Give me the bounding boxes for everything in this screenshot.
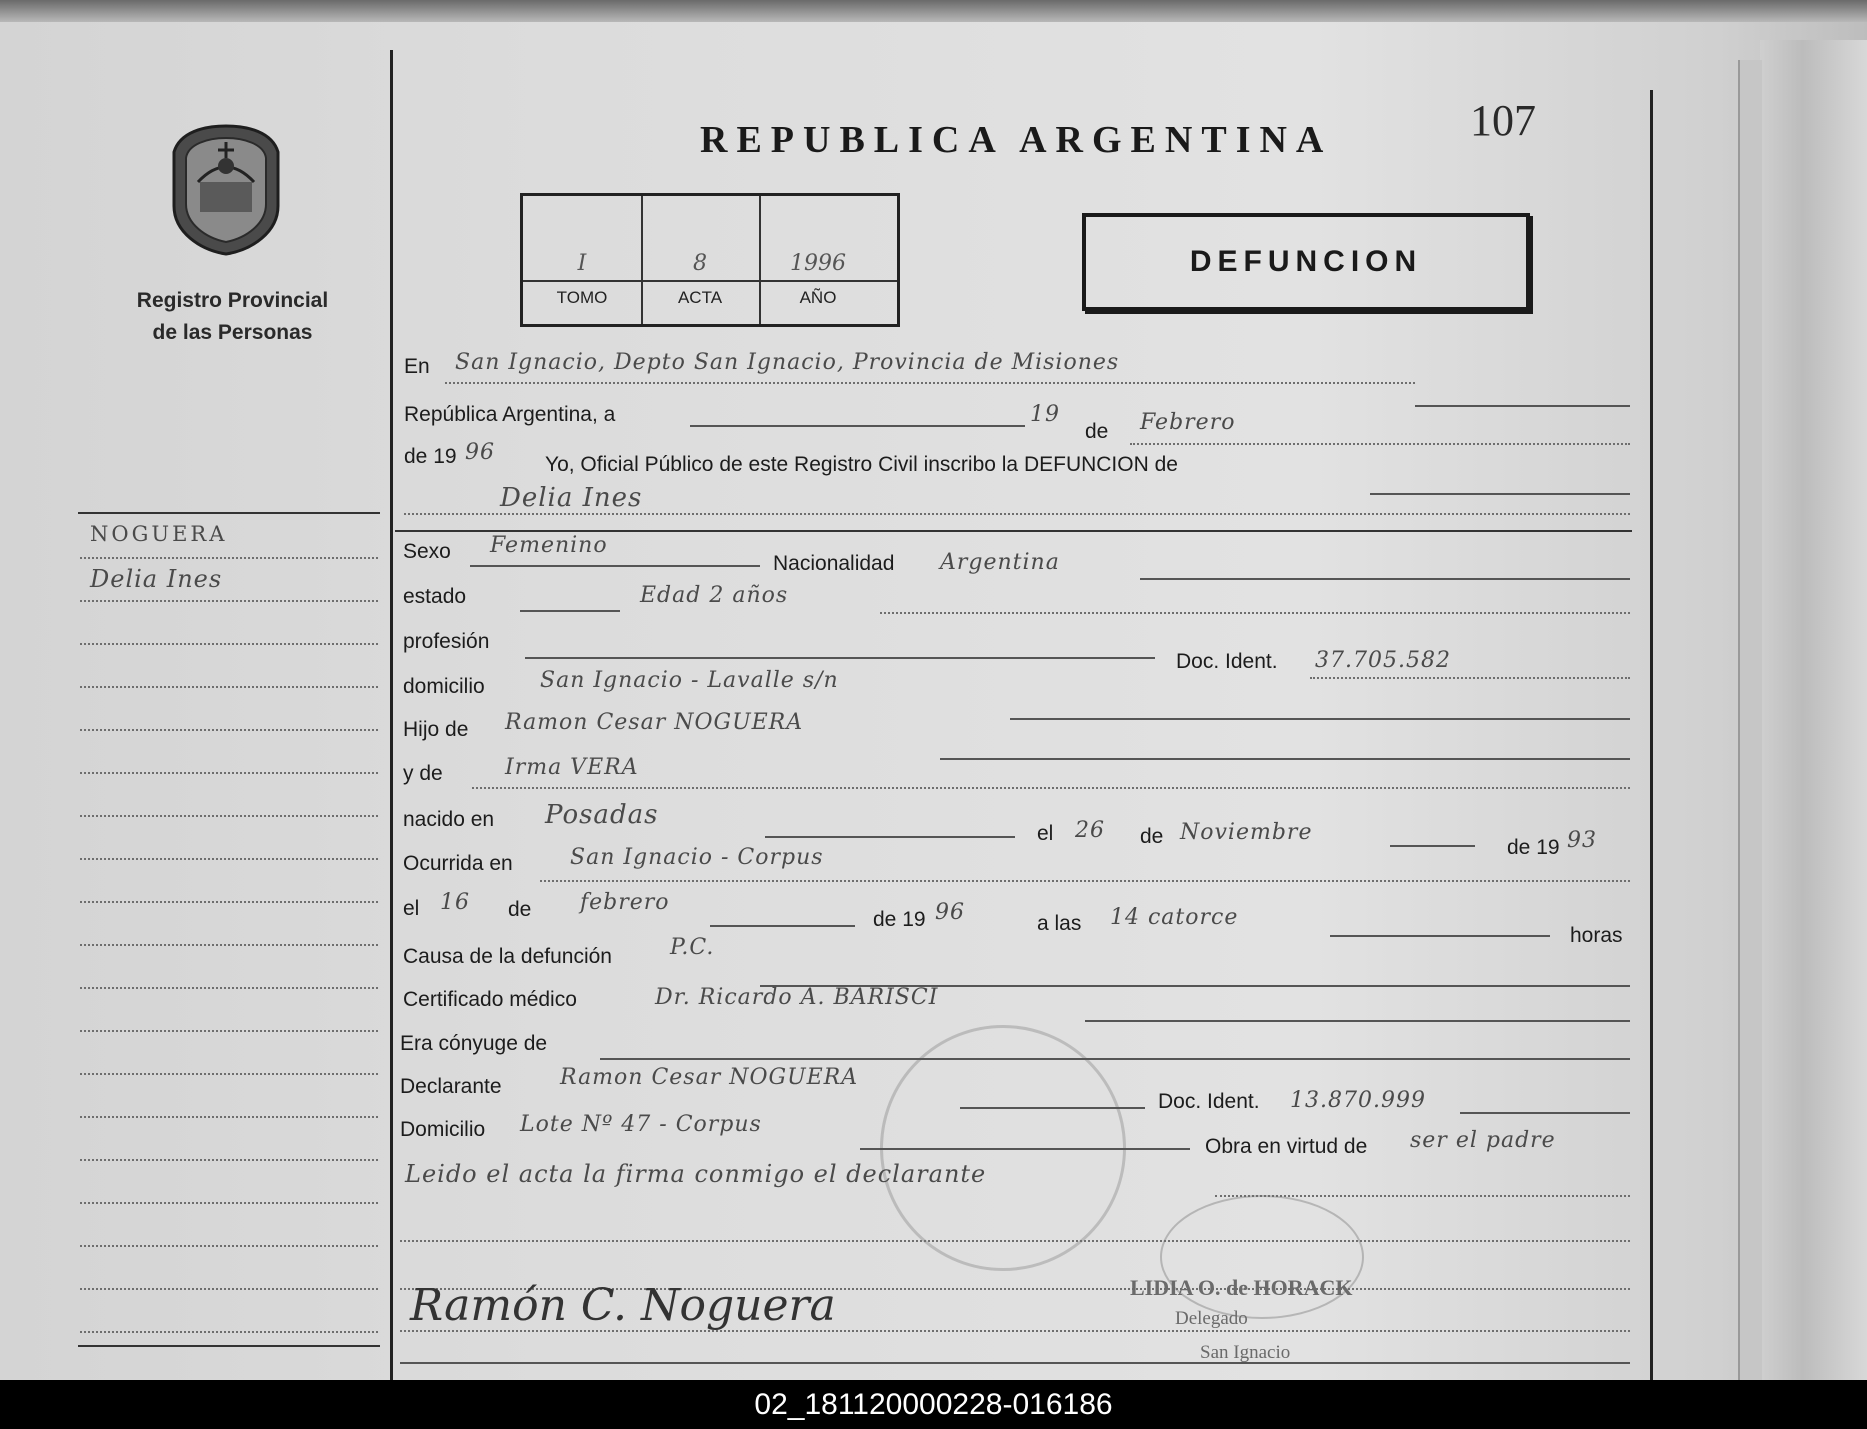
provincial-seal-logo xyxy=(168,122,284,256)
nacido-label: nacido en xyxy=(403,808,495,831)
margin-rule xyxy=(80,729,378,731)
death-year-suffix: 96 xyxy=(935,900,965,925)
officer-title: Delegado xyxy=(1175,1308,1248,1329)
image-id-caption: 02_181120000228-016186 xyxy=(0,1380,1867,1429)
margin-rule xyxy=(80,858,378,860)
registry-line-2: de las Personas xyxy=(152,321,313,344)
birth-el-label: el xyxy=(1037,822,1054,845)
margin-rule xyxy=(80,987,378,989)
decl-domicilio-rule xyxy=(860,1148,1190,1150)
republica-label: República Argentina, a xyxy=(404,403,616,426)
yde-rule xyxy=(472,787,1630,789)
acta-cell xyxy=(641,196,761,324)
declarant-signature: Ramón C. Noguera xyxy=(410,1280,836,1331)
profesion-label: profesión xyxy=(403,630,490,653)
certificado-rule xyxy=(1085,1020,1630,1022)
ocurrida-rule xyxy=(540,880,1630,882)
right-frame-border xyxy=(1650,90,1653,1380)
decl-domicilio-label: Domicilio xyxy=(400,1118,486,1141)
margin-rule xyxy=(80,686,378,688)
page-title: REPUBLICA ARGENTINA xyxy=(700,119,1333,161)
alas-label: a las xyxy=(1037,912,1082,935)
hijo-label: Hijo de xyxy=(403,718,469,741)
en-rule xyxy=(445,382,1415,384)
death-month: febrero xyxy=(580,890,670,915)
yde-label: y de xyxy=(403,762,443,785)
doc-ident-label: Doc. Ident. xyxy=(1176,650,1278,673)
domicilio-rule xyxy=(1010,718,1630,720)
estado-value: Edad 2 años xyxy=(640,583,789,608)
margin-rule xyxy=(80,1030,378,1032)
statement-rule xyxy=(1370,493,1630,495)
margin-rule xyxy=(80,600,378,602)
margin-rule xyxy=(80,815,378,817)
estado-rule-end xyxy=(880,612,1630,614)
sexo-label: Sexo xyxy=(403,540,451,563)
year-prefix: de 19 xyxy=(404,445,457,468)
month-rule xyxy=(1130,443,1630,445)
margin-surname: NOGUERA xyxy=(90,522,228,546)
tomo-label: TOMO xyxy=(556,288,608,307)
record-number-box xyxy=(520,193,900,327)
page-edge xyxy=(1760,40,1867,1380)
doc-ident-value: 37.705.582 xyxy=(1315,648,1451,673)
month-value: Febrero xyxy=(1140,410,1236,435)
page-edge-fold xyxy=(1738,60,1762,1380)
obra-label: Obra en virtud de xyxy=(1205,1135,1368,1158)
margin-rule xyxy=(80,772,378,774)
conyuge-rule xyxy=(600,1058,1630,1060)
tomo-cell xyxy=(523,196,643,324)
ocurrida-label: Ocurrida en xyxy=(403,852,513,875)
margin-top-rule xyxy=(78,512,380,514)
margin-rule xyxy=(80,1116,378,1118)
anio-cell xyxy=(759,196,877,324)
declarante-value: Ramon Cesar NOGUERA xyxy=(560,1065,859,1090)
header-separator xyxy=(395,530,1632,532)
deceased-rule xyxy=(404,513,1630,515)
margin-rule xyxy=(80,1073,378,1075)
registry-name xyxy=(100,285,365,349)
tomo-value: I xyxy=(577,251,587,276)
death-de-label: de xyxy=(508,898,532,921)
decl-doc-label: Doc. Ident. xyxy=(1158,1090,1260,1113)
margin-rule xyxy=(80,944,378,946)
domicilio-value: San Ignacio - Lavalle s/n xyxy=(540,668,839,693)
anio-label: AÑO xyxy=(799,288,837,307)
declarante-label: Declarante xyxy=(400,1075,502,1098)
death-el-label: el xyxy=(403,897,420,920)
certificado-label: Certificado médico xyxy=(403,988,577,1011)
en-value: San Ignacio, Depto San Ignacio, Provincia de Misiones xyxy=(455,350,1120,375)
margin-given-names: Delia Ines xyxy=(90,565,223,593)
death-day: 16 xyxy=(440,890,470,915)
nacido-value: Posadas xyxy=(545,800,659,830)
left-column-divider xyxy=(390,50,393,1380)
ocurrida-value: San Ignacio - Corpus xyxy=(570,845,824,870)
acta-value: 8 xyxy=(693,251,707,276)
estado-rule xyxy=(520,610,620,612)
box-divider xyxy=(523,280,897,282)
hour-value: 14 catorce xyxy=(1110,905,1239,930)
birth-month: Noviembre xyxy=(1180,820,1313,845)
birth-year-suffix: 93 xyxy=(1567,828,1597,853)
horas-label: horas xyxy=(1570,924,1623,947)
officer-name: LIDIA O. de HORACK xyxy=(1130,1275,1353,1300)
decl-doc-rule xyxy=(1460,1112,1630,1114)
margin-rule xyxy=(80,1245,378,1247)
hijo-value: Ramon Cesar NOGUERA xyxy=(505,710,804,735)
profesion-rule xyxy=(525,657,1155,659)
republica-rule xyxy=(690,425,1025,427)
obra-value: ser el padre xyxy=(1410,1128,1556,1153)
day-value: 19 xyxy=(1030,402,1060,427)
hour-rule xyxy=(1330,935,1550,937)
death-year-prefix: de 19 xyxy=(873,908,926,931)
margin-rule xyxy=(80,901,378,903)
nacionalidad-rule xyxy=(1140,578,1630,580)
yde-value: Irma VERA xyxy=(505,755,639,780)
page-number: 107 xyxy=(1470,96,1536,145)
declarante-rule xyxy=(960,1107,1145,1109)
officer-location: San Ignacio xyxy=(1200,1342,1291,1363)
birth-de-label: de xyxy=(1140,825,1164,848)
record-type-box: DEFUNCION xyxy=(1082,213,1530,311)
en-label: En xyxy=(404,355,430,378)
nacido-rule xyxy=(765,836,1015,838)
statement-text: Yo, Oficial Público de este Registro Civil inscribo la DEFUNCION de xyxy=(545,453,1178,476)
doc-ident-rule xyxy=(1310,677,1630,679)
leido-text: Leido el acta la firma conmigo el declarante xyxy=(405,1160,987,1188)
decl-doc-value: 13.870.999 xyxy=(1290,1088,1426,1113)
nacionalidad-value: Argentina xyxy=(940,550,1060,575)
blank-rule xyxy=(400,1240,1630,1242)
bottom-rule xyxy=(400,1362,1630,1364)
birth-day: 26 xyxy=(1075,818,1105,843)
registry-line-1: Registro Provincial xyxy=(136,289,329,312)
anio-value: 1996 xyxy=(790,251,846,276)
nacionalidad-label: Nacionalidad xyxy=(773,552,895,575)
margin-rule xyxy=(80,1202,378,1204)
decl-domicilio-value: Lote Nº 47 - Corpus xyxy=(520,1112,762,1137)
acta-label: ACTA xyxy=(677,288,723,307)
margin-rule xyxy=(80,1331,378,1333)
causa-label: Causa de la defunción xyxy=(403,945,612,968)
death-month-rule xyxy=(710,925,855,927)
birth-year-prefix: de 19 xyxy=(1507,836,1560,859)
margin-bottom-rule xyxy=(78,1345,380,1347)
en-rule-end xyxy=(1415,405,1630,407)
binding-shadow xyxy=(0,0,1867,22)
sexo-rule xyxy=(470,565,760,567)
estado-label: estado xyxy=(403,585,467,608)
year-suffix: 96 xyxy=(465,440,495,465)
certificado-value: Dr. Ricardo A. BARISCI xyxy=(655,985,939,1010)
conyuge-label: Era cónyuge de xyxy=(400,1032,548,1055)
birth-month-rule xyxy=(1390,845,1475,847)
sexo-value: Femenino xyxy=(490,533,608,558)
margin-rule xyxy=(80,1288,378,1290)
causa-value: P.C. xyxy=(670,935,715,960)
margin-rule xyxy=(80,1159,378,1161)
margin-rule xyxy=(80,643,378,645)
margin-rule xyxy=(80,557,378,559)
de-label: de xyxy=(1085,420,1109,443)
hijo-rule xyxy=(940,758,1630,760)
deceased-value: Delia Ines xyxy=(500,483,643,513)
leido-rule xyxy=(1215,1195,1630,1197)
domicilio-label: domicilio xyxy=(403,675,485,698)
